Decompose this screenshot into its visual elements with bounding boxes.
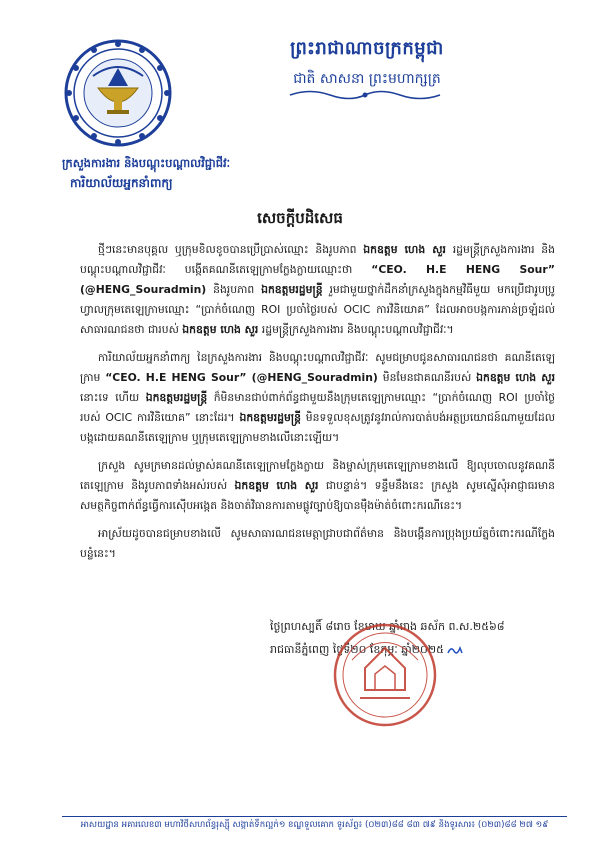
date-solar-text: រាជធានីភ្នំពេញ ថ្ងៃទី២០ ខែកុម្ភៈ ឆ្នាំ២០២៥ bbox=[270, 643, 444, 656]
initials-mark-icon bbox=[447, 645, 463, 655]
body-text-run: មិនទទួលខុសត្រូវនូវរាល់ការបាត់បង់អត្ថប្រយោជន៍ណាមួយដែលបង្កដោយគណនីតេឡេក្រាម ឬក្រុមតេឡេក្រាមខាងលើនោះឡើយ។ bbox=[80, 411, 555, 444]
paragraph bbox=[80, 240, 555, 340]
emphasis-text: “CEO. H.E HENG Sour” (@HENG_Souradmin) bbox=[105, 371, 378, 384]
header-ornament-icon bbox=[280, 88, 450, 102]
footer-address: អាសយដ្ឋាន អគារលេខ៣ មហាវិថីសហព័ន្ធរុស្ស៊ី សង្កាត់ទឹកល្អក់១ ខណ្ឌទួលគោក ទូរស័ព្ទ៖ (០២៣)៨៨ ៨៣ ៧៩ និងទូរសារ៖ (០២៣)៨៨ ២៧ ១៩ bbox=[80, 820, 549, 830]
emphasis-text: ឯកឧត្តម ហេង សួរ bbox=[234, 479, 319, 492]
body-text-run: និងរូបភាព bbox=[206, 283, 262, 296]
footer-divider bbox=[62, 816, 567, 817]
emphasis-text: ឯកឧត្តមរដ្ឋមន្ត្រី bbox=[145, 391, 208, 404]
body-text-run: ការិយាល័យអ្នកនាំពាក្យ នៃក្រសួងការងារ និងបណ្ដុះបណ្ដាលវិជ្ជាជីវៈ សូមជម្រាបជូនសាធារណជនថា គណនីតេឡេក្រាម bbox=[80, 351, 555, 384]
body-text-run: រដ្ឋមន្ត្រីក្រសួងការងារ និងបណ្ដុះបណ្ដាលវិជ្ជាជីវៈ។ bbox=[258, 323, 454, 336]
official-seal-icon bbox=[330, 620, 440, 730]
emphasis-text: ឯកឧត្តម ហេង សួរ bbox=[363, 243, 446, 256]
date-lunar: ថ្ងៃព្រហស្បតិ៍ ៨រោច ខែមាឃ ឆ្នាំរោង ឆស័ក ព.ស.២៥៦៨ bbox=[270, 620, 505, 633]
paragraph bbox=[80, 456, 555, 516]
ministry-logo-icon bbox=[63, 38, 173, 148]
body-text-run: អាស្រ័យដូចបានជម្រាបខាងលើ សូមសាធារណជនមេត្តាជ្រាបជាព័ត៌មាន និងបង្កើនការប្រុងប្រយ័ត្នចំពោះករណីក្លែងបន្លំនេះ។ bbox=[80, 527, 555, 560]
paragraph bbox=[80, 348, 555, 448]
kingdom-motto: ជាតិ សាសនា ព្រះមហាក្សត្រ bbox=[293, 71, 441, 87]
emphasis-text: ឯកឧត្តមរដ្ឋមន្ត្រី bbox=[261, 283, 323, 296]
body-text-run: ក្រសួង សូមក្រមានដល់ម្ចាស់គណនីតេឡេក្រាមក្លែងក្លាយ និងម្ចាស់ក្រុមតេឡេក្រាមខាងលើ ឱ្យលុបចោលនូវគណនីតេឡេក្រាម និងរូបភាពទាំងអស់របស់ bbox=[80, 459, 555, 492]
kingdom-header bbox=[202, 36, 532, 90]
emphasis-text: ឯកឧត្តមរដ្ឋមន្ត្រី bbox=[239, 411, 301, 424]
paragraph bbox=[80, 524, 555, 564]
body-text-run: មិនមែនជាគណនីរបស់ bbox=[377, 371, 477, 384]
body-text-run: រួមជាមួយថ្នាក់ដឹកនាំក្រសួងក្នុងកម្មវិធីមួយ មកប្រើជារូបប្រូហ្វាលក្រុមតេឡេក្រាមឈ្មោះ “ប្រាក់ចំណេញ ROI ប្រចាំថ្ងៃរបស់ OCIC ការវិនិយោគ” ដែលអាចបង្កការភាន់ច្រឡំដល់សាធារណជនថា ជារបស់ bbox=[80, 283, 555, 336]
kingdom-title: ព្រះរាជាណាចក្រកម្ពុជា bbox=[290, 38, 444, 59]
emphasis-text: ឯកឧត្តម ហេង សួរ bbox=[182, 323, 259, 336]
document-title: សេចក្ដីបដិសេធ bbox=[257, 209, 343, 227]
emphasis-text: ឯកឧត្តម ហេង សួរ bbox=[476, 371, 555, 384]
body-text-run: រដ្ឋមន្ត្រីក្រសួងការងារ និងបណ្ដុះបណ្ដាលវិជ្ជាជីវៈ បង្កើតគណនីតេឡេក្រាមក្លែងក្លាយឈ្មោះថា bbox=[80, 243, 555, 276]
document-body bbox=[80, 240, 555, 572]
body-text-run: ក៏មិនមានជាប់ពាក់ព័ន្ធជាមួយនឹងក្រុមតេឡេក្រាមឈ្មោះ “ប្រាក់ចំណេញ ROI ប្រចាំថ្ងៃរបស់ OCIC ការវិនិយោគ” នោះដែរ។ bbox=[80, 391, 555, 424]
body-text-run: នោះទេ ហើយ bbox=[80, 391, 146, 404]
ministry-name: ក្រសួងការងារ និងបណ្ដុះបណ្ដាលវិជ្ជាជីវៈ bbox=[62, 156, 231, 170]
body-text-run: ជាបន្ទាន់។ ទន្ទឹមនឹងនេះ ក្រសួង សូមស្នើសុំអាជ្ញាធរមានសមត្ថកិច្ចពាក់ព័ន្ធធ្វើការស៊ើបអង្កេត និងចាត់វិធានការតាមផ្លូវច្បាប់ឱ្យបានម៉ឺងម៉ាត់ចំពោះករណីនេះ។ bbox=[80, 479, 555, 512]
office-name: ការិយាល័យអ្នកនាំពាក្យ bbox=[70, 176, 173, 190]
emphasis-text: “CEO. H.E HENG Sour” (@HENG_Souradmin) bbox=[80, 263, 555, 296]
body-text-run: ថ្មីៗនេះមានបុគ្គល ឬក្រុមខិលខូចបានប្រើប្រាស់ឈ្មោះ និងរូបភាព bbox=[98, 243, 364, 256]
